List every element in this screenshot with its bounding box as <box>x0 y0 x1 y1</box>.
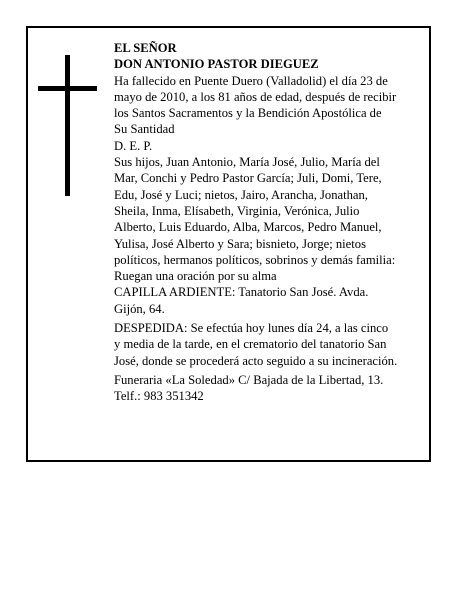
family-line: políticos, hermanos políticos, sobrinos y demás familia: <box>114 252 396 267</box>
farewell-line: DESPEDIDA: Se efectúa hoy lunes día 24, a las cinco <box>114 321 389 336</box>
rip-line: D. E. P. <box>114 138 153 153</box>
farewell-line: José, donde se procederá acto seguido a su incineración. <box>114 353 398 368</box>
chapel-line: Gijón, 64. <box>114 301 165 316</box>
family-line: Yulisa, José Alberto y Sara; bisnieto, Jorge; nietos <box>114 236 366 251</box>
family-line: Sus hijos, Juan Antonio, María José, Julio, María del <box>114 155 380 170</box>
announcement-line: mayo de 2010, a los 81 años de edad, después de recibir <box>114 89 397 104</box>
family-line: Mar, Conchi y Pedro Pastor García; Juli, Domi, Tere, <box>114 171 382 186</box>
funeral-home-line: Funeraria «La Soledad» C/ Bajada de la Libertad, 13. <box>114 372 384 387</box>
deceased-title: EL SEÑOR <box>114 41 177 55</box>
cross-horizontal-bar <box>38 86 97 91</box>
announcement-line: Su Santidad <box>114 122 175 137</box>
family-line: Alberto, Luis Eduardo, Alba, Marcos, Pedro Manuel, <box>114 220 382 235</box>
cross-vertical-bar <box>65 55 70 196</box>
prayer-request-line: Ruegan una oración por su alma <box>114 269 277 284</box>
announcement-line: Ha fallecido en Puente Duero (Valladolid) el día 23 de <box>114 73 388 88</box>
announcement-line: los Santos Sacramentos y la Bendición Apostólica de <box>114 106 382 121</box>
family-line: Edu, José y Luci; nietos, Jairo, Arancha, Jonathan, <box>114 187 368 202</box>
funeral-home-phone: Telf.: 983 351342 <box>114 389 204 404</box>
obituary-text <box>114 40 426 405</box>
farewell-line: y media de la tarde, en el crematorio del tanatorio San <box>114 337 387 352</box>
family-line: Sheila, Inma, Elísabeth, Virginia, Verónica, Julio <box>114 203 360 218</box>
deceased-name: DON ANTONIO PASTOR DIEGUEZ <box>114 57 319 72</box>
chapel-line: CAPILLA ARDIENTE: Tanatorio San José. Avda. <box>114 285 369 300</box>
